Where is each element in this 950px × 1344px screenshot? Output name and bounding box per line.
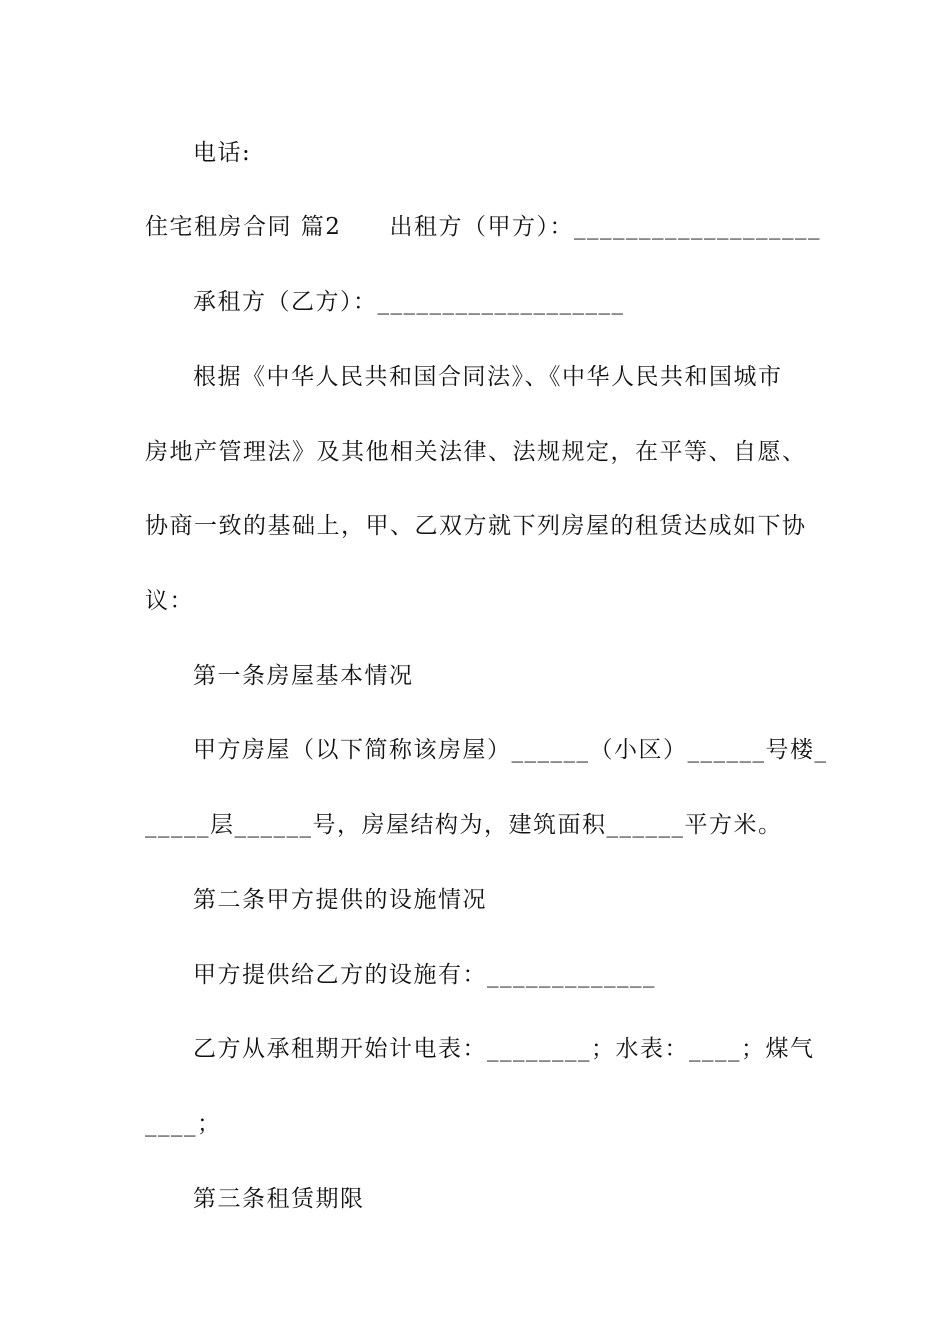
contract-title: 住宅租房合同 篇2 [145, 214, 342, 240]
article-2-meters-line-1: 乙方从承租期开始计电表：________；水表：____；煤气 [193, 1036, 815, 1062]
article-2-facilities: 甲方提供给乙方的设施有：_____________ [193, 962, 656, 988]
preamble-line-4: 议： [145, 588, 194, 614]
article-3-heading: 第三条租赁期限 [193, 1186, 365, 1212]
article-1-line-1: 甲方房屋（以下简称该房屋）______（小区）______号楼_ [193, 737, 828, 763]
article-1-heading: 第一条房屋基本情况 [193, 663, 414, 689]
article-2-heading: 第二条甲方提供的设施情况 [193, 887, 487, 913]
article-1-line-2: _____层______号，房屋结构为，建筑面积______平方米。 [145, 812, 783, 838]
preamble-line-1: 根据《中华人民共和国合同法》、《中华人民共和国城市 [193, 364, 783, 390]
article-2-meters-line-2: ____； [145, 1111, 222, 1137]
preamble-line-3: 协商一致的基础上，甲、乙双方就下列房屋的租赁达成如下协 [145, 513, 807, 539]
contract-heading-line [145, 212, 821, 242]
phone-label: 电话: [193, 140, 252, 166]
lessee-field: 承租方（乙方）：___________________ [193, 289, 625, 315]
lessor-field: 出租方（甲方）：___________________ [389, 214, 821, 240]
preamble-line-2: 房地产管理法》及其他相关法律、法规规定，在平等、自愿、 [145, 439, 807, 465]
